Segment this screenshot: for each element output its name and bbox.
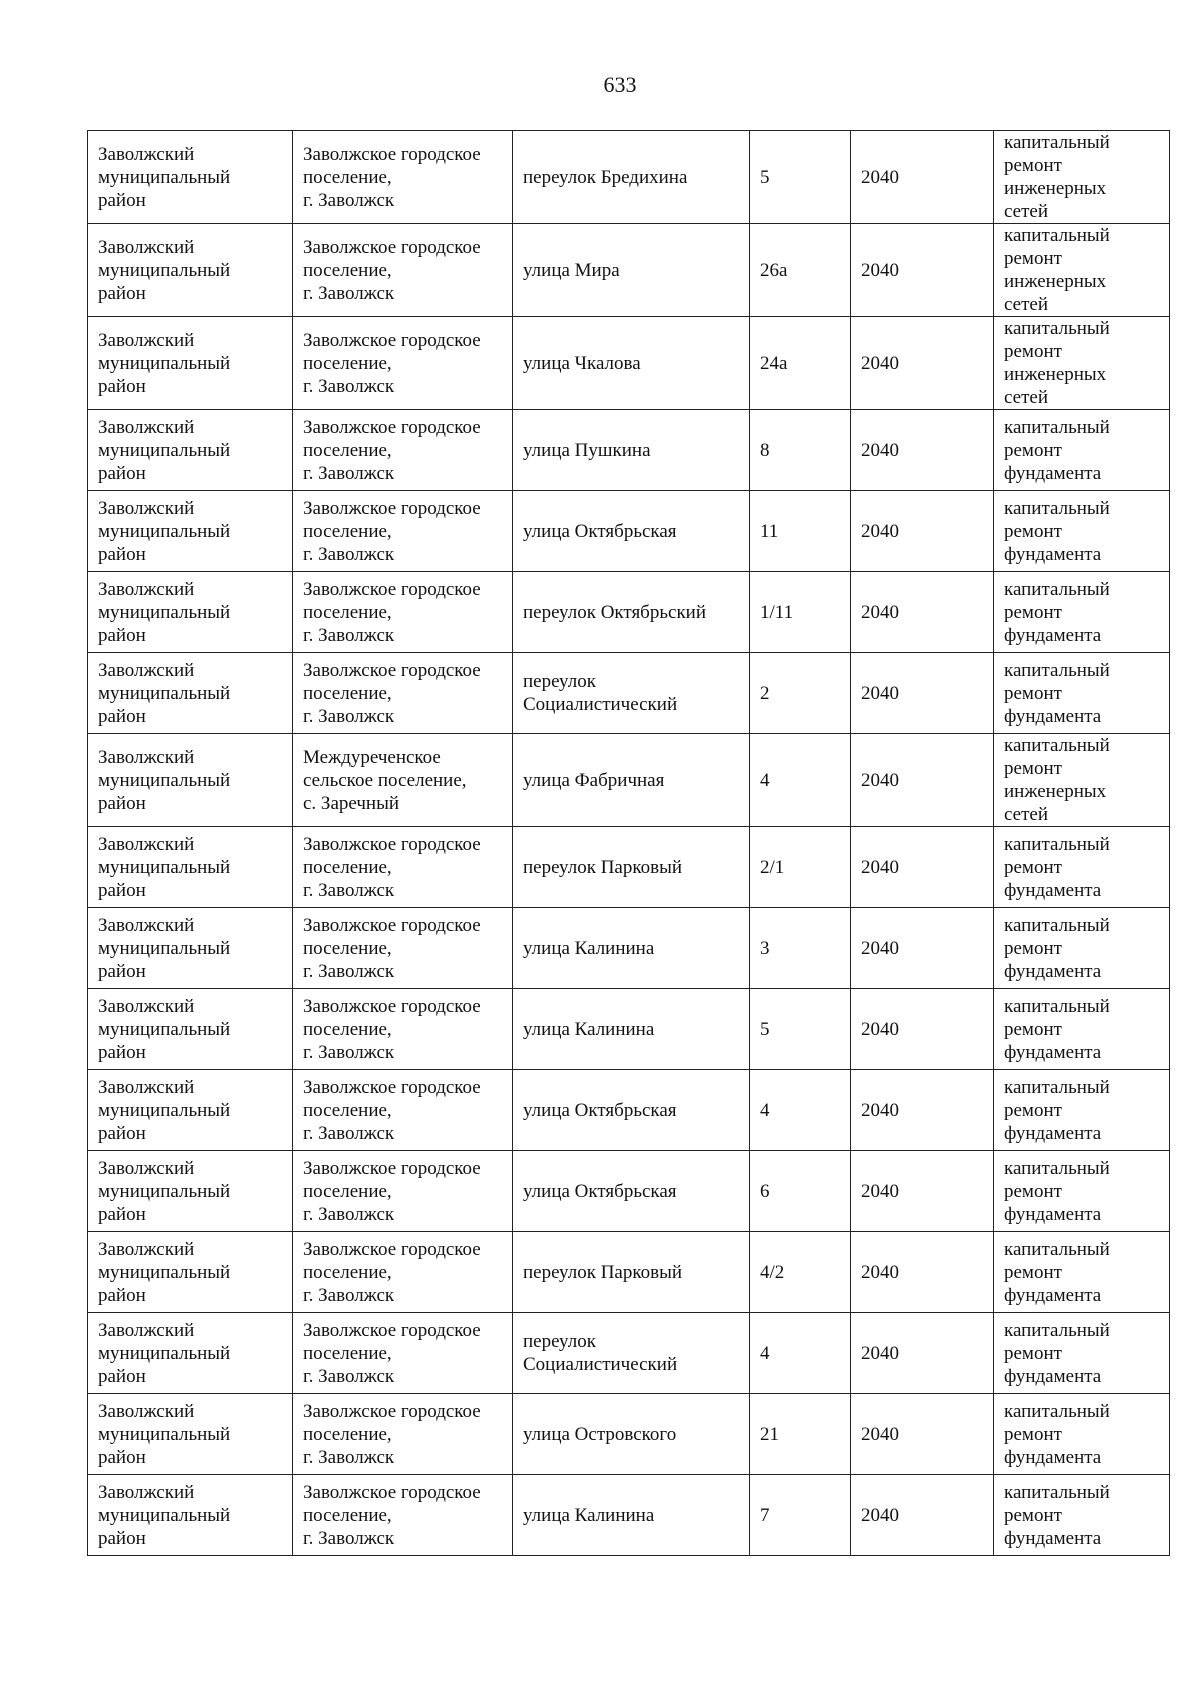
district-cell: Заволжский муниципальный район	[88, 131, 293, 224]
street-cell: улица Островского	[513, 1394, 750, 1475]
work-type-cell: капитальный ремонт фундамента	[994, 1394, 1170, 1475]
table-row	[88, 1151, 1170, 1232]
house-number-cell: 1/11	[750, 572, 851, 653]
settlement-cell: Заволжское городское поселение, г. Заволжск	[293, 908, 513, 989]
table-row	[88, 410, 1170, 491]
work-type-cell: капитальный ремонт фундамента	[994, 1151, 1170, 1232]
work-type-cell: капитальный ремонт фундамента	[994, 1232, 1170, 1313]
work-type-cell: капитальный ремонт фундамента	[994, 491, 1170, 572]
year-cell: 2040	[851, 1313, 994, 1394]
table-row	[88, 572, 1170, 653]
settlement-cell: Заволжское городское поселение, г. Заволжск	[293, 1070, 513, 1151]
year-cell: 2040	[851, 1475, 994, 1556]
district-cell: Заволжский муниципальный район	[88, 827, 293, 908]
street-cell: улица Октябрьская	[513, 1151, 750, 1232]
street-cell: улица Октябрьская	[513, 491, 750, 572]
street-cell: улица Фабричная	[513, 734, 750, 827]
settlement-cell: Заволжское городское поселение, г. Заволжск	[293, 653, 513, 734]
street-cell: улица Мира	[513, 224, 750, 317]
year-cell: 2040	[851, 1151, 994, 1232]
year-cell: 2040	[851, 131, 994, 224]
street-cell: улица Пушкина	[513, 410, 750, 491]
settlement-cell: Заволжское городское поселение, г. Заволжск	[293, 827, 513, 908]
district-cell: Заволжский муниципальный район	[88, 224, 293, 317]
street-cell: улица Калинина	[513, 989, 750, 1070]
street-cell: переулок Бредихина	[513, 131, 750, 224]
year-cell: 2040	[851, 827, 994, 908]
table-row	[88, 1232, 1170, 1313]
year-cell: 2040	[851, 410, 994, 491]
street-cell: улица Чкалова	[513, 317, 750, 410]
house-number-cell: 5	[750, 989, 851, 1070]
work-type-cell: капитальный ремонт фундамента	[994, 1475, 1170, 1556]
district-cell: Заволжский муниципальный район	[88, 989, 293, 1070]
table-row	[88, 1475, 1170, 1556]
house-number-cell: 24а	[750, 317, 851, 410]
street-cell: переулок Социалистический	[513, 1313, 750, 1394]
table-row	[88, 653, 1170, 734]
settlement-cell: Заволжское городское поселение, г. Заволжск	[293, 491, 513, 572]
settlement-cell: Заволжское городское поселение, г. Заволжск	[293, 1394, 513, 1475]
district-cell: Заволжский муниципальный район	[88, 1475, 293, 1556]
work-type-cell: капитальный ремонт фундамента	[994, 1070, 1170, 1151]
district-cell: Заволжский муниципальный район	[88, 1394, 293, 1475]
house-number-cell: 8	[750, 410, 851, 491]
table-row	[88, 734, 1170, 827]
work-type-cell: капитальный ремонт фундамента	[994, 1313, 1170, 1394]
settlement-cell: Заволжское городское поселение, г. Заволжск	[293, 410, 513, 491]
work-type-cell: капитальный ремонт инженерных сетей	[994, 131, 1170, 224]
street-cell: переулок Парковый	[513, 827, 750, 908]
work-type-cell: капитальный ремонт инженерных сетей	[994, 224, 1170, 317]
street-cell: улица Калинина	[513, 1475, 750, 1556]
work-type-cell: капитальный ремонт фундамента	[994, 908, 1170, 989]
house-number-cell: 5	[750, 131, 851, 224]
year-cell: 2040	[851, 572, 994, 653]
settlement-cell: Заволжское городское поселение, г. Заволжск	[293, 1313, 513, 1394]
settlement-cell: Заволжское городское поселение, г. Заволжск	[293, 572, 513, 653]
table-row	[88, 317, 1170, 410]
district-cell: Заволжский муниципальный район	[88, 908, 293, 989]
district-cell: Заволжский муниципальный район	[88, 317, 293, 410]
house-number-cell: 4	[750, 1070, 851, 1151]
district-cell: Заволжский муниципальный район	[88, 1232, 293, 1313]
housing-repair-table	[87, 130, 1170, 1556]
work-type-cell: капитальный ремонт инженерных сетей	[994, 317, 1170, 410]
table-row	[88, 989, 1170, 1070]
street-cell: улица Октябрьская	[513, 1070, 750, 1151]
settlement-cell: Заволжское городское поселение, г. Заволжск	[293, 1151, 513, 1232]
work-type-cell: капитальный ремонт фундамента	[994, 827, 1170, 908]
settlement-cell: Заволжское городское поселение, г. Заволжск	[293, 317, 513, 410]
house-number-cell: 7	[750, 1475, 851, 1556]
house-number-cell: 2/1	[750, 827, 851, 908]
street-cell: улица Калинина	[513, 908, 750, 989]
year-cell: 2040	[851, 1394, 994, 1475]
year-cell: 2040	[851, 653, 994, 734]
table-row	[88, 827, 1170, 908]
settlement-cell: Заволжское городское поселение, г. Заволжск	[293, 224, 513, 317]
year-cell: 2040	[851, 989, 994, 1070]
house-number-cell: 4/2	[750, 1232, 851, 1313]
table-row	[88, 1070, 1170, 1151]
year-cell: 2040	[851, 908, 994, 989]
year-cell: 2040	[851, 491, 994, 572]
house-number-cell: 21	[750, 1394, 851, 1475]
year-cell: 2040	[851, 734, 994, 827]
house-number-cell: 2	[750, 653, 851, 734]
settlement-cell: Заволжское городское поселение, г. Заволжск	[293, 1475, 513, 1556]
street-cell: переулок Социалистический	[513, 653, 750, 734]
table-row	[88, 908, 1170, 989]
district-cell: Заволжский муниципальный район	[88, 572, 293, 653]
district-cell: Заволжский муниципальный район	[88, 1070, 293, 1151]
work-type-cell: капитальный ремонт фундамента	[994, 653, 1170, 734]
work-type-cell: капитальный ремонт фундамента	[994, 410, 1170, 491]
house-number-cell: 6	[750, 1151, 851, 1232]
page-number: 633	[603, 72, 637, 97]
district-cell: Заволжский муниципальный район	[88, 1151, 293, 1232]
settlement-cell: Заволжское городское поселение, г. Заволжск	[293, 131, 513, 224]
year-cell: 2040	[851, 1232, 994, 1313]
house-number-cell: 4	[750, 1313, 851, 1394]
district-cell: Заволжский муниципальный район	[88, 734, 293, 827]
district-cell: Заволжский муниципальный район	[88, 1313, 293, 1394]
year-cell: 2040	[851, 1070, 994, 1151]
year-cell: 2040	[851, 317, 994, 410]
table-row	[88, 1394, 1170, 1475]
table-row	[88, 224, 1170, 317]
street-cell: переулок Парковый	[513, 1232, 750, 1313]
settlement-cell: Заволжское городское поселение, г. Заволжск	[293, 1232, 513, 1313]
year-cell: 2040	[851, 224, 994, 317]
district-cell: Заволжский муниципальный район	[88, 491, 293, 572]
district-cell: Заволжский муниципальный район	[88, 410, 293, 491]
settlement-cell: Междуреченское сельское поселение, с. Заречный	[293, 734, 513, 827]
work-type-cell: капитальный ремонт фундамента	[994, 572, 1170, 653]
work-type-cell: капитальный ремонт фундамента	[994, 989, 1170, 1070]
district-cell: Заволжский муниципальный район	[88, 653, 293, 734]
house-number-cell: 4	[750, 734, 851, 827]
house-number-cell: 11	[750, 491, 851, 572]
settlement-cell: Заволжское городское поселение, г. Заволжск	[293, 989, 513, 1070]
table-row	[88, 491, 1170, 572]
house-number-cell: 3	[750, 908, 851, 989]
table-row	[88, 1313, 1170, 1394]
table-body	[88, 131, 1170, 1556]
street-cell: переулок Октябрьский	[513, 572, 750, 653]
house-number-cell: 26а	[750, 224, 851, 317]
work-type-cell: капитальный ремонт инженерных сетей	[994, 734, 1170, 827]
table-row	[88, 131, 1170, 224]
